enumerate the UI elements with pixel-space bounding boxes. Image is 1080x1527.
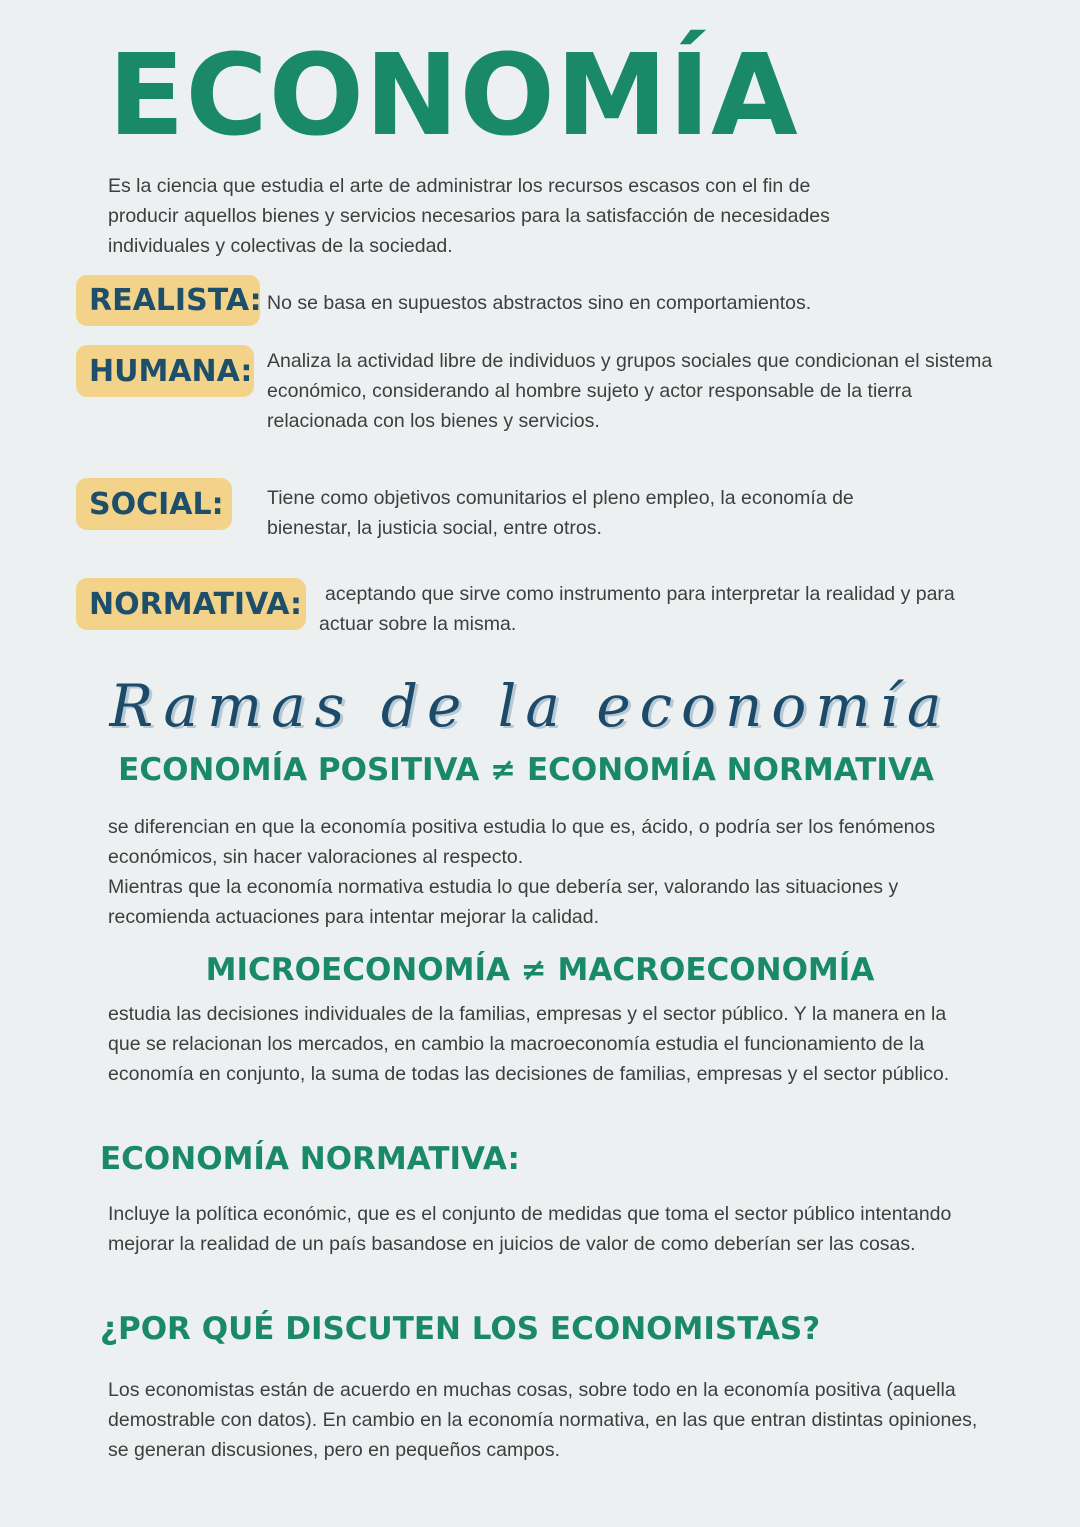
text-economia-normativa: Incluye la política económic, que es el conjunto de medidas que toma el sector público intentando mejorar la realidad de un país basandose en juicios de valor de como deberían ser las cosas. bbox=[108, 1203, 952, 1255]
text-positiva: se diferencian en que la economía positiva estudia lo que es, ácido, o podría ser los fenómenos económicos, sin hacer valoraciones al respecto. bbox=[108, 816, 936, 868]
heading-economia-normativa: ECONOMÍA NORMATIVA: bbox=[100, 1141, 520, 1177]
heading-por-que-discuten: ¿POR QUÉ DISCUTEN LOS ECONOMISTAS? bbox=[100, 1311, 821, 1347]
text-humana: Analiza la actividad libre de individuos y grupos sociales que condicionan el sistema económico, considerando al hombre sujeto y actor responsable de la tierra relacionada con los bienes y servicios. bbox=[267, 350, 993, 432]
text-social: Tiene como objetivos comunitarios el pleno empleo, la economía de bienestar, la justicia social, entre otros. bbox=[267, 487, 854, 539]
heading-micro-macro: MICROECONOMÍA ≠ MACROECONOMÍA bbox=[205, 952, 875, 988]
label-normativa: NORMATIVA: bbox=[76, 578, 306, 630]
text-realista: No se basa en supuestos abstractos sino en comportamientos. bbox=[267, 292, 812, 314]
label-realista: REALISTA: bbox=[76, 275, 260, 326]
heading-positiva-normativa: ECONOMÍA POSITIVA ≠ ECONOMÍA NORMATIVA bbox=[118, 752, 934, 788]
label-humana: HUMANA: bbox=[76, 345, 254, 397]
label-social: SOCIAL: bbox=[76, 478, 232, 530]
text-normativa: aceptando que sirve como instrumento para interpretar la realidad y para actuar sobre la misma. bbox=[319, 583, 955, 635]
text-normativa-diff: Mientras que la economía normativa estudia lo que debería ser, valorando las situaciones y recomienda actuaciones para intentar mejorar la calidad. bbox=[108, 876, 899, 928]
text-micro-macro: estudia las decisiones individuales de la familias, empresas y el sector público. Y la manera en la que se relacionan los mercados, en cambio la macroeconomía estudia el funcionamiento de la economía en conjunto, la suma de todas las decisiones de familias, empresas y el sector público. bbox=[108, 1003, 950, 1085]
text-por-que-discuten: Los economistas están de acuerdo en muchas cosas, sobre todo en la economía positiva (aquella demostrable con datos). En cambio en la economía normativa, en las que entran distintas opiniones, se generan discusiones, pero en pequeños campos. bbox=[108, 1379, 978, 1461]
page-title: ECONOMÍA bbox=[108, 31, 799, 161]
ramas-heading: Ramas de la economía bbox=[109, 672, 951, 740]
intro-paragraph: Es la ciencia que estudia el arte de administrar los recursos escasos con el fin de producir aquellos bienes y servicios necesarios para la satisfacción de necesidades individuales y colectivas de la sociedad. bbox=[108, 175, 830, 257]
section-positiva-normativa bbox=[108, 812, 988, 932]
